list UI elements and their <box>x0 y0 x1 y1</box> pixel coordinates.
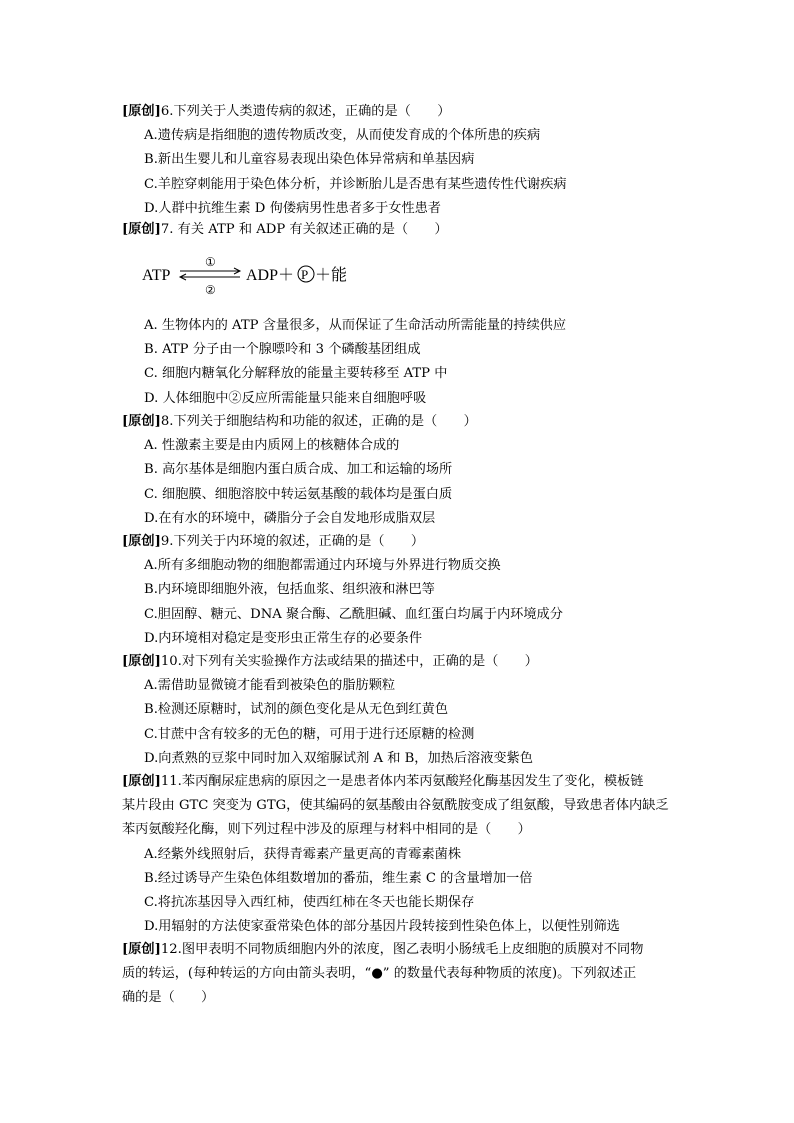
option-b: B. 高尔基体是细胞内蛋白质合成、加工和运输的场所 <box>144 462 453 478</box>
option-d: D.用辐射的方法使家蚕常染色体的部分基因片段转接到性染色体上，以便性别筛选 <box>144 919 620 935</box>
question-10 <box>122 650 682 771</box>
equation-label-1: ① <box>205 255 216 269</box>
question-11-stem-line-2: 某片段由 GTC 突变为 GTG，使其编码的氨基酸由谷氨酰胺变成了组氨酸，导致患者体内缺乏 <box>122 798 669 814</box>
option-c: C.甘蔗中含有较多的无色的糖，可用于进行还原糖的检测 <box>144 726 475 742</box>
option-b: B.内环境即细胞外液，包括血浆、组织液和淋巴等 <box>144 582 435 598</box>
option-b: B. ATP 分子由一个腺嘌呤和 3 个磷酸基团组成 <box>144 342 421 358</box>
question-9 <box>122 530 682 651</box>
atp-adp-equation <box>142 252 402 298</box>
question-7 <box>122 218 682 242</box>
question-10-text: 10.对下列有关实验操作方法或结果的描述中，正确的是（ ） <box>160 654 538 669</box>
question-6 <box>122 100 682 221</box>
option-d: D.人群中抗维生素 D 佝偻病男性患者多于女性患者 <box>144 200 441 216</box>
option-d: D.内环境相对稳定是变形虫正常生存的必要条件 <box>144 630 423 646</box>
question-11-text: 11.苯丙酮尿症患病的原因之一是患者体内苯丙氨酸羟化酶基因发生了变化，模板链 <box>160 774 644 789</box>
question-8-stem <box>122 410 682 434</box>
question-12-stem-line-2: 质的转运，(每种转运的方向由箭头表明，“●” 的数量代表每种物质的浓度)。下列叙述正 <box>122 966 637 982</box>
question-tag: [原创] <box>122 104 161 119</box>
equation-adp: ADP＋ <box>246 267 295 284</box>
option-a: A.所有多细胞动物的细胞都需通过内环境与外界进行物质交换 <box>144 558 501 574</box>
option-d: D.在有水的环境中，磷脂分子会自发地形成脂双层 <box>144 510 436 526</box>
question-12 <box>122 938 682 1011</box>
option-c: C. 细胞内糖氧化分解释放的能量主要转移至 ATP 中 <box>144 366 448 382</box>
question-6-stem <box>122 100 682 124</box>
question-11 <box>122 770 682 939</box>
option-c: C.羊腔穿刺能用于染色体分析，并诊断胎儿是否患有某些遗传性代谢疾病 <box>144 176 567 192</box>
option-a: A.遗传病是指细胞的遗传物质改变，从而使发育成的个体所患的疾病 <box>144 128 541 144</box>
question-tag: [原创] <box>122 654 161 669</box>
option-c: C. 细胞膜、细胞溶胶中转运氨基酸的载体均是蛋白质 <box>144 486 453 502</box>
option-b: B.新出生婴儿和儿童容易表现出染色体异常病和单基因病 <box>144 152 475 168</box>
question-tag: [原创] <box>122 942 161 957</box>
option-c: C.将抗冻基因导入西红柿，使西红柿在冬天也能长期保存 <box>144 895 475 911</box>
equation-label-2: ② <box>205 283 216 297</box>
option-a: A. 性激素主要是由内质网上的核糖体合成的 <box>144 438 400 454</box>
question-7-stem <box>122 218 682 242</box>
question-12-text: 12.图甲表明不同物质细胞内外的浓度，图乙表明小肠绒毛上皮细胞的质膜对不同物 <box>160 942 644 957</box>
equation-phosphate: P <box>301 267 309 282</box>
question-7-options <box>122 314 682 411</box>
question-tag: [原创] <box>122 534 161 549</box>
option-d: D.向煮熟的豆浆中同时加入双缩脲试剂 A 和 B，加热后溶液变紫色 <box>144 750 533 766</box>
question-10-stem <box>122 650 682 674</box>
option-a: A. 生物体内的 ATP 含量很多，从而保证了生命活动所需能量的持续供应 <box>144 318 567 333</box>
option-b: B.检测还原糖时，试剂的颜色变化是从无色到红黄色 <box>144 702 449 718</box>
question-11-stem-line-1 <box>122 770 682 794</box>
question-12-stem-line-1 <box>122 938 682 962</box>
question-11-stem-line-3: 苯丙氨酸羟化酶，则下列过程中涉及的原理与材料中相同的是（ ） <box>122 822 531 838</box>
question-8 <box>122 410 682 531</box>
question-tag: [原创] <box>122 414 161 429</box>
question-12-stem-line-3: 确的是（ ） <box>122 990 215 1006</box>
question-tag: [原创] <box>122 774 161 789</box>
question-tag: [原创] <box>122 222 161 237</box>
option-d: D. 人体细胞中②反应所需能量只能来自细胞呼吸 <box>144 390 427 406</box>
option-b: B.经过诱导产生染色体组数增加的番茄，维生素 C 的含量增加一倍 <box>144 870 533 886</box>
question-7-text: 7. 有关 ATP 和 ADP 有关叙述正确的是（ ） <box>160 222 448 237</box>
question-9-text: 9.下列关于内环境的叙述，正确的是（ ） <box>160 534 425 549</box>
question-8-text: 8.下列关于细胞结构和功能的叙述，正确的是（ ） <box>160 414 477 429</box>
equation-atp: ATP <box>142 267 171 284</box>
equation-energy: ＋能 <box>315 267 348 284</box>
option-a: A.经紫外线照射后，获得青霉素产量更高的青霉素菌株 <box>144 846 462 862</box>
question-6-text: 6.下列关于人类遗传病的叙述，正确的是（ ） <box>160 104 451 119</box>
question-9-stem <box>122 530 682 554</box>
option-a: A.需借助显微镜才能看到被染色的脂肪颗粒 <box>144 678 396 694</box>
option-c: C.胆固醇、糖元、DNA 聚合酶、乙酰胆碱、血红蛋白均属于内环境成分 <box>144 606 563 622</box>
